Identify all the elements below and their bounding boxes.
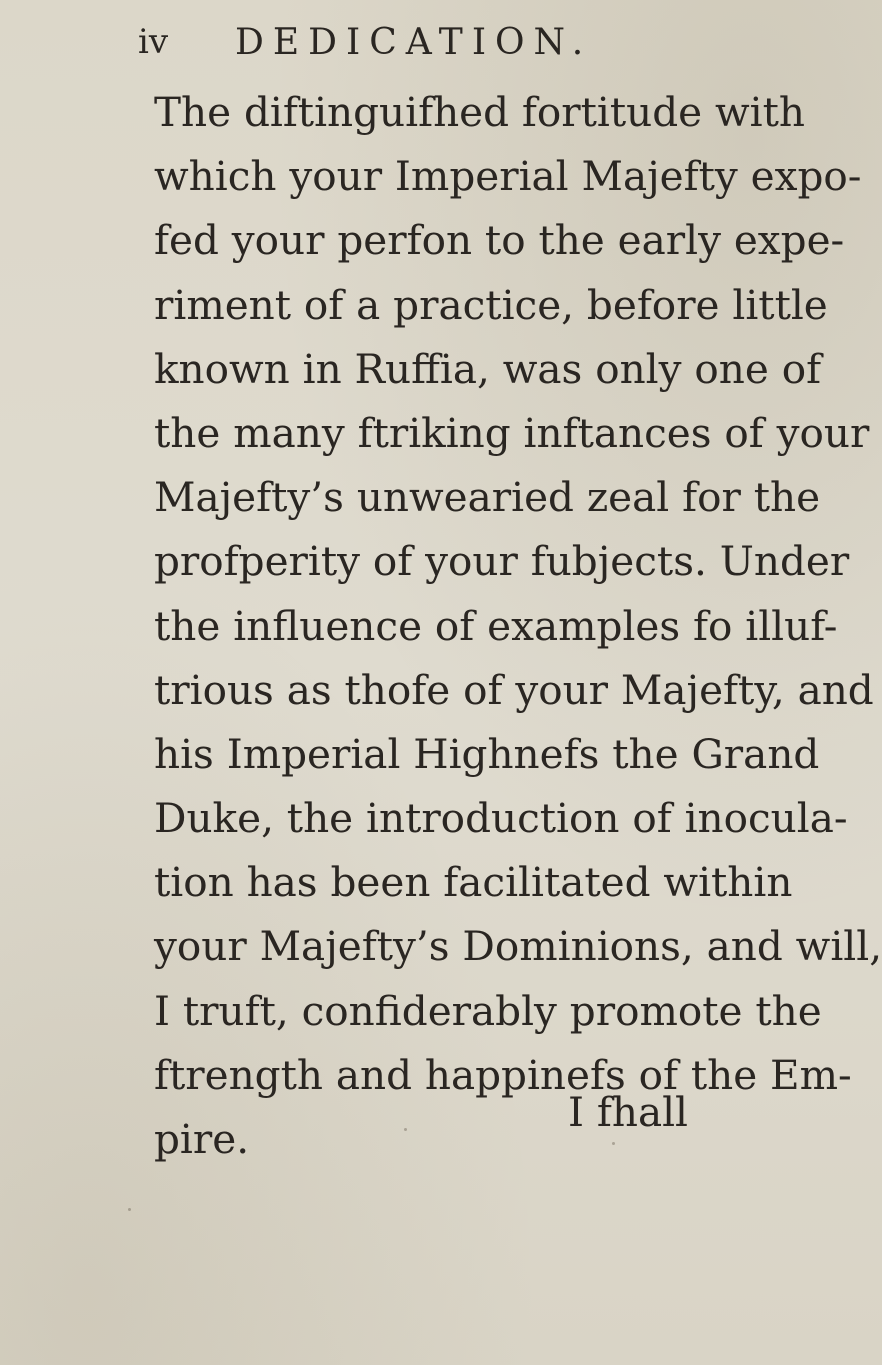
page-header <box>138 22 738 72</box>
paper-speck <box>612 1142 615 1145</box>
text-line: I truft, confiderably promote the <box>154 986 822 1035</box>
running-title: DEDICATION. <box>235 22 593 63</box>
text-line: tion has been facilitated within <box>154 858 793 907</box>
text-line: riment of a practice, before little <box>154 280 828 329</box>
text-line: the influence of examples fo illuf- <box>154 601 838 650</box>
text-line: known in Ruffia, was only one of <box>154 344 822 393</box>
text-line: profperity of your fubjects. Under <box>154 537 850 586</box>
catchword: I fhall <box>568 1088 688 1136</box>
text-line: trious as thofe of your Majefty, and <box>154 665 874 714</box>
page-number: iv <box>138 22 169 62</box>
text-line: fed your perfon to the early expe- <box>154 216 845 265</box>
text-line: your Majefty’s Dominions, and will, <box>154 922 882 971</box>
text-line: ftrength and happinefs of the Em- <box>154 1050 852 1099</box>
text-line: Duke, the introduction of inocula- <box>154 794 848 843</box>
text-line: pire. <box>154 1115 250 1163</box>
text-line: which your Imperial Majefty expo- <box>154 152 862 201</box>
paper-speck <box>128 1208 131 1211</box>
dedication-text <box>154 80 882 1171</box>
paper-speck <box>701 312 704 315</box>
text-line: his Imperial Highnefs the Grand <box>154 729 820 778</box>
paper-speck <box>404 1128 407 1131</box>
text-line: The diftinguifhed fortitude with <box>154 88 805 136</box>
text-line: the many ftriking inftances of your <box>154 408 870 457</box>
text-line: Majefty’s unwearied zeal for the <box>154 473 821 522</box>
